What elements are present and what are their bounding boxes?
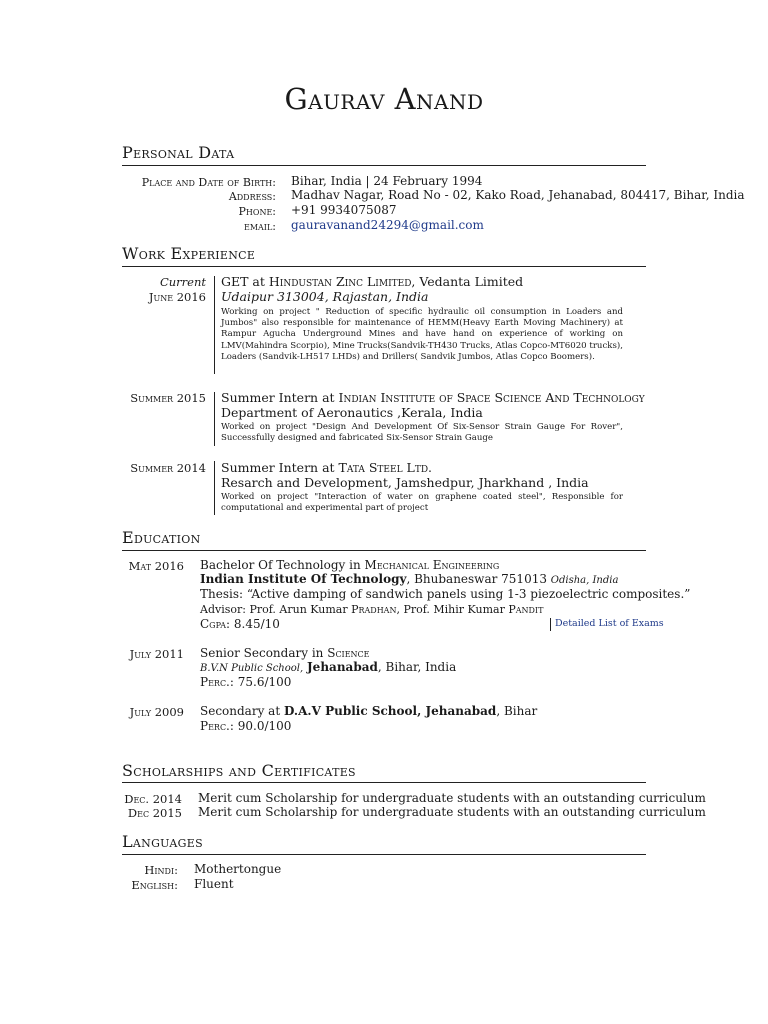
place-label: Place and Date of Birth: (141, 176, 276, 189)
edu-perc: Perc.: 75.6/100 (200, 675, 292, 689)
job-description: Worked on project "Interaction of water on graphene coated steel", Responsible for computational and experimental part of project (221, 492, 623, 514)
language-label: English: (131, 878, 178, 892)
section-rule (122, 165, 646, 166)
section-rule (122, 266, 646, 267)
place-value: Bihar, India | 24 February 1994 (291, 174, 483, 188)
edu-thesis: Thesis: “Active damping of sandwich panels using 1-3 piezoelectric composites.” (200, 587, 691, 601)
address-value: Madhav Nagar, Road No - 02, Kako Road, Jehanabad, 804417, Bihar, India (291, 188, 745, 202)
edu-cgpa: Cgpa: 8.45/10 (200, 617, 280, 631)
language-level: Mothertongue (194, 862, 282, 876)
job-date: Summer 2015 (130, 391, 206, 405)
job-description: Working on project " Reduction of specific hydraulic oil consumption in Loaders and Jumbos" also responsible for maintenance of HEMM(Heavy Earth Moving Machinery) at Rampur Agucha Underground Mines and have hand on experience of working on LMV(Mahindra Scorpio), Mine Trucks(Sandvik-TH430 Trucks, Atlas Copco-MT6020 trucks), Loaders (Sandvik-LH517 LHDs) and Drillers( Sandvik Jumbos, Atlas Copco Boomers). (221, 307, 623, 362)
job-date-start: June 2016 (148, 290, 206, 304)
exam-list-link[interactable]: Detailed List of Exams (555, 618, 664, 629)
edu-perc: Perc.: 90.0/100 (200, 719, 292, 733)
edu-institute: Indian Institute Of Technology, Bhubaneswar 751013 Odisha, India (200, 572, 619, 586)
job-date-current: Current (159, 275, 206, 289)
email-label: email: (244, 220, 276, 233)
job-department: Resarch and Development, Jamshedpur, Jharkhand , India (221, 475, 589, 490)
edu-degree: Secondary at D.A.V Public School, Jehanabad, Bihar (200, 704, 538, 718)
job-title: Summer Intern at Tata Steel Ltd. (221, 460, 433, 475)
scholarship-text: Merit cum Scholarship for undergraduate students with an outstanding curriculum (198, 791, 706, 805)
email-link[interactable]: gauravanand24294@gmail.com (291, 218, 484, 232)
edu-school: B.V.N Public School, Jehanabad, Bihar, India (200, 660, 457, 674)
section-title-personal: Personal Data (122, 143, 235, 162)
section-title-scholarships: Scholarships and Certificates (122, 761, 356, 780)
language-level: Fluent (194, 877, 234, 891)
address-label: Address: (228, 190, 276, 203)
job-description: Worked on project "Design And Development Of Six-Sensor Strain Gauge For Rover", Successfully designed and fabricated Six-Sensor Strain Gauge (221, 422, 623, 444)
phone-value: +91 9934075087 (291, 203, 397, 217)
scholarship-date: Dec. 2014 (124, 792, 182, 806)
section-rule (122, 550, 646, 551)
link-separator (550, 618, 551, 631)
edu-date: July 2009 (129, 705, 184, 719)
job-location: Udaipur 313004, Rajastan, India (221, 289, 429, 304)
section-rule (122, 854, 646, 855)
job-title: Summer Intern at Indian Institute of Space Science And Technology (221, 390, 645, 405)
edu-date: Mat 2016 (128, 559, 184, 573)
resume-name: Gaurav Anand (284, 82, 484, 116)
section-title-education: Education (122, 528, 201, 547)
job-title: GET at Hindustan Zinc Limited, Vedanta Limited (221, 274, 524, 289)
timeline-bar (214, 461, 215, 515)
language-label: Hindi: (144, 863, 178, 877)
section-title-languages: Languages (122, 832, 203, 851)
job-date: Summer 2014 (130, 461, 206, 475)
section-rule (122, 782, 646, 783)
phone-label: Phone: (238, 205, 276, 218)
edu-degree: Bachelor Of Technology in Mechanical Engineering (200, 558, 500, 572)
scholarship-text: Merit cum Scholarship for undergraduate students with an outstanding curriculum (198, 805, 706, 819)
edu-degree: Senior Secondary in Science (200, 646, 370, 660)
timeline-bar (214, 392, 215, 446)
timeline-bar (214, 276, 215, 374)
edu-advisor: Advisor: Prof. Arun Kumar Pradhan, Prof. Mihir Kumar Pandit (200, 603, 544, 616)
job-department: Department of Aeronautics ,Kerala, India (221, 405, 483, 420)
scholarship-date: Dec 2015 (127, 806, 182, 820)
edu-date: July 2011 (129, 647, 184, 661)
section-title-work: Work Experience (122, 244, 256, 263)
